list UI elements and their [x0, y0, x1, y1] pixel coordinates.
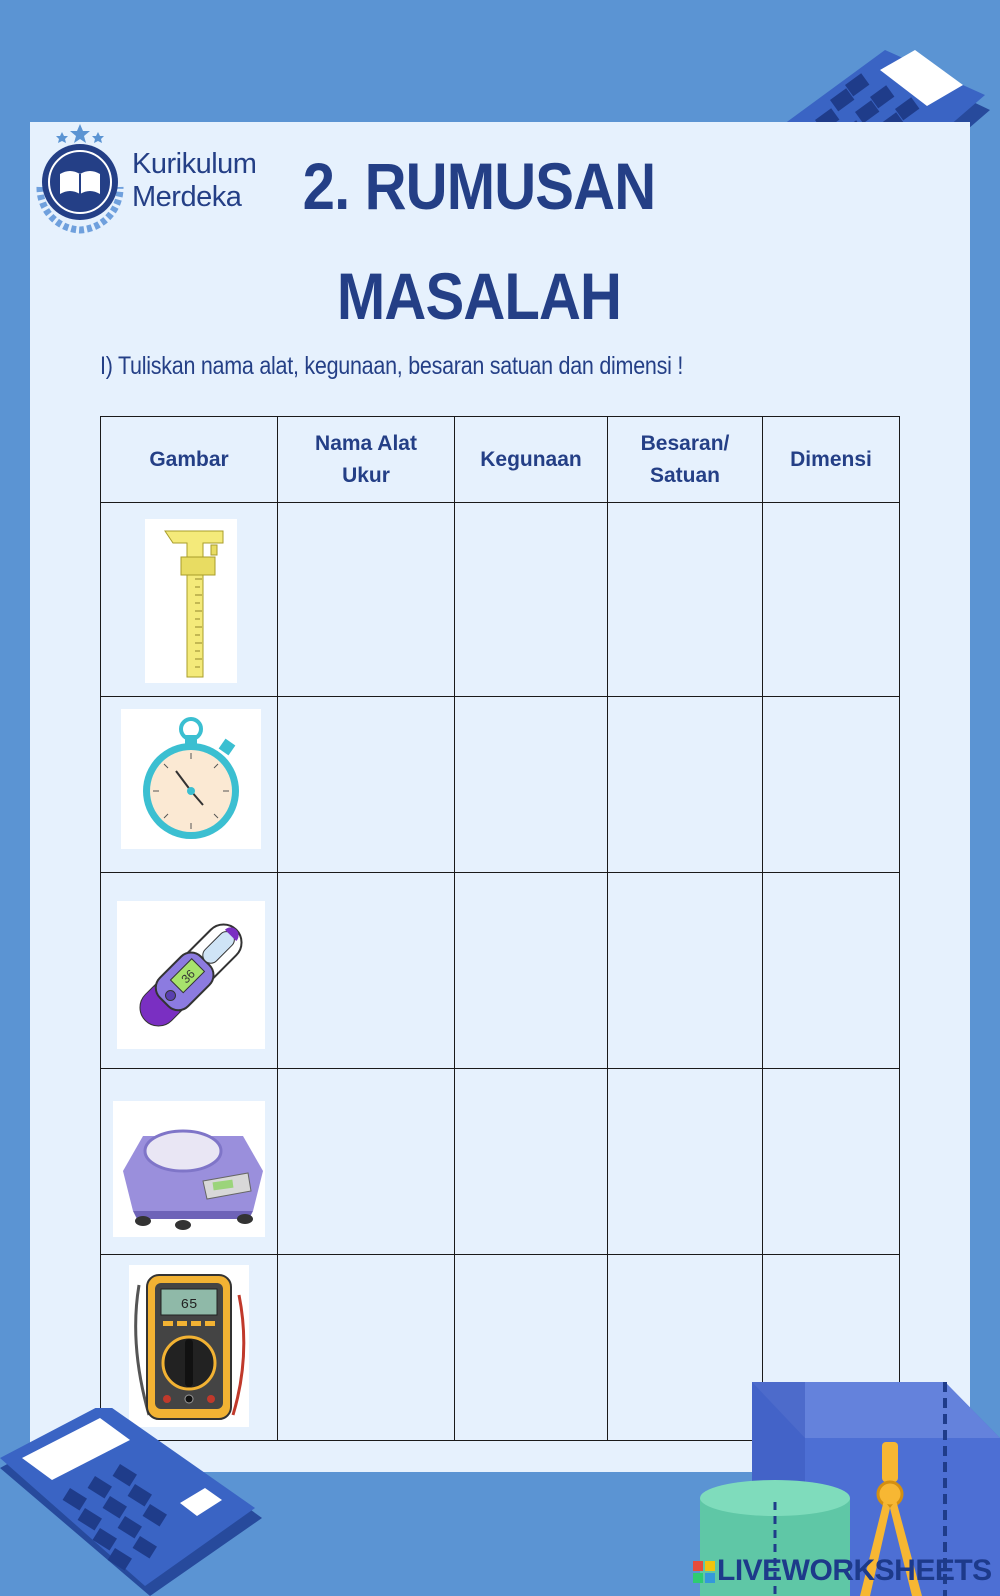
header-besaran-satuan: Besaran/ Satuan [608, 417, 763, 503]
logo-text: Kurikulum Merdeka [132, 148, 257, 213]
calculator-bottom-left-decoration [0, 1408, 265, 1596]
answer-cell[interactable] [608, 1069, 763, 1255]
multimeter-display: 65 [180, 1297, 198, 1313]
picture-cell [101, 1069, 278, 1255]
answer-cell[interactable] [455, 1255, 608, 1441]
answer-cell[interactable] [278, 1255, 455, 1441]
answer-cell[interactable] [278, 697, 455, 873]
answer-cell[interactable] [455, 1069, 608, 1255]
worksheet-table [100, 416, 900, 1441]
answer-cell[interactable] [278, 503, 455, 697]
answer-cell[interactable] [455, 873, 608, 1069]
thermometer-display: 36 [178, 966, 198, 987]
header-gambar: Gambar [101, 417, 278, 503]
liveworksheets-watermark: LIVEWORKSHEETS [693, 1554, 992, 1588]
answer-cell[interactable] [763, 697, 900, 873]
title-line-1: 2. RUMUSAN [302, 149, 656, 223]
answer-cell[interactable] [278, 873, 455, 1069]
answer-cell[interactable] [763, 1069, 900, 1255]
title-line-2: MASALAH [336, 259, 622, 333]
table-row [101, 873, 900, 1069]
digital-scale-image [113, 1101, 265, 1237]
table-row [101, 1069, 900, 1255]
answer-cell[interactable] [608, 697, 763, 873]
picture-cell [101, 697, 278, 873]
answer-cell[interactable] [455, 503, 608, 697]
stopwatch-image [121, 709, 261, 849]
answer-cell[interactable] [763, 873, 900, 1069]
picture-cell [101, 873, 278, 1069]
table-header-row [101, 417, 900, 503]
digital-thermometer-image [117, 901, 265, 1049]
header-dimensi: Dimensi [763, 417, 900, 503]
answer-cell[interactable] [763, 503, 900, 697]
instruction-text: I) Tuliskan nama alat, kegunaan, besaran satuan dan dimensi ! [100, 352, 684, 380]
liveworksheets-badge-icon [693, 1561, 715, 1583]
table-row [101, 503, 900, 697]
table-row [101, 697, 900, 873]
answer-cell[interactable] [278, 1069, 455, 1255]
answer-cell[interactable] [608, 503, 763, 697]
vernier-caliper-image [145, 519, 237, 683]
header-kegunaan: Kegunaan [455, 417, 608, 503]
answer-cell[interactable] [455, 697, 608, 873]
picture-cell [101, 503, 278, 697]
header-nama-alat-ukur: Nama Alat Ukur [278, 417, 455, 503]
answer-cell[interactable] [608, 873, 763, 1069]
multimeter-image [129, 1265, 249, 1427]
